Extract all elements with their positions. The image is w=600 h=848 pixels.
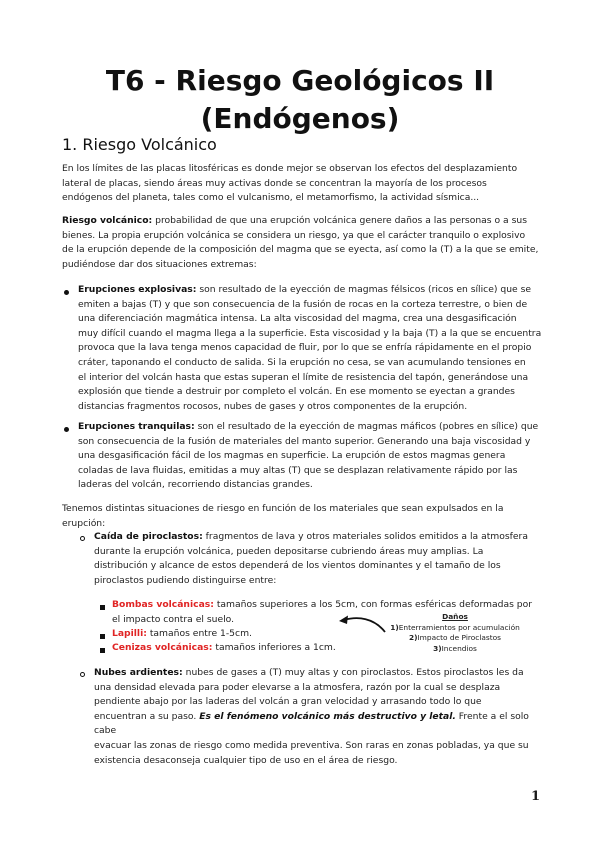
bombs-term: Bombas volcánicas: (112, 599, 214, 610)
text-line: existencia desaconseja cualquier tipo de uso en el área de riesgo. (94, 754, 398, 766)
text-line: pudiéndose dar dos situaciones extremas: (62, 258, 257, 270)
note-number: 1) (390, 622, 399, 632)
page-number: 1 (531, 789, 541, 804)
text-line: coladas de lava fluidas, emitidas a muy altas (T) que se desplazan relativamente rápido por las (78, 464, 518, 476)
text-run: nubes de gases a (T) muy altas y con piroclastos. Estos piroclastos les da (182, 667, 524, 678)
text-line: distribución y alcance de estos dependerá de los vientos dominantes y el tamaño de los (94, 560, 501, 572)
section-heading: 1. Riesgo Volcánico (62, 135, 217, 154)
situations-paragraph (62, 502, 542, 531)
text-run: fragmentos de lava y otros materiales solidos emitidos a la atmosfera (202, 531, 528, 542)
text-line: En los límites de las placas litosféricas es donde mejor se observan los efectos del desplazamiento (62, 163, 518, 174)
text-line: endógenos del planeta, tales como el vulcanismo, el metamorfismo, la actividad sísmica... (62, 192, 480, 204)
text-run: probabilidad de que una erupción volcánica genere daños a las personas o a sus (152, 215, 527, 226)
text-line: erupción: (62, 517, 106, 529)
note-item: Incendios (441, 643, 477, 653)
list-item-explosive (78, 283, 548, 414)
text-line: el impacto contra el suelo. (112, 613, 235, 625)
bullet-icon (64, 427, 69, 432)
text-run: tamaños inferiores a 1cm. (212, 642, 336, 653)
note-number: 2) (408, 633, 418, 643)
ash-term: Cenizas volcánicas: (112, 642, 213, 653)
text-line: muy difícil cuando el magma llega a la superficie. Esta viscosidad y la baja (T) a la que se encuentra (78, 327, 542, 339)
note-item: Enterramientos por acumulación (398, 622, 520, 632)
page-title (0, 62, 600, 138)
text-run: Frente a el solo cabe (94, 710, 529, 737)
text-line: Tenemos distintas situaciones de riesgo en función de los materiales que sean expulsados en la (62, 503, 504, 514)
title-line-2: (Endógenos) (200, 102, 400, 135)
text-line: bienes. La propia erupción volcánica se considera un riesgo, ya que el carácter tranquilo o explosivo (62, 229, 526, 241)
text-line: cráter, taponando el conducto de salida. Si la erupción no cesa, se van acumulando tensiones en (78, 356, 526, 368)
list-item-tranquil (78, 420, 548, 493)
square-bullet-icon (100, 648, 105, 653)
damages-note (380, 612, 530, 654)
text-line: pendiente abajo por las laderas del volcán a gran velocidad y arrasando todo lo que (94, 696, 482, 708)
intro-paragraph (62, 162, 542, 206)
text-line: durante la erupción volcánica, pueden depositarse cubriendo áreas muy amplias. La (94, 545, 484, 557)
text-line: de la erupción depende de la composición del magma que se eyecta, así como la (T) a la que se emite, (62, 244, 539, 256)
note-heading: Daños (442, 612, 468, 621)
text-run: son resultado de la eyección de magmas félsicos (ricos en sílice) que se (196, 284, 532, 295)
list-item-ash (112, 641, 412, 656)
emphasis-text: Es el fenómeno volcánico más destructivo y letal. (199, 710, 456, 722)
text-run: tamaños entre 1-5cm. (146, 628, 252, 639)
text-line: son consecuencia de la fusión de materiales del manto superior. Generando una baja viscosidad y (78, 435, 531, 447)
text-line: distancias fragmentos rocosos, nubes de gases y otros componentes de la erupción. (78, 400, 468, 412)
text-line: piroclastos pudiendo distinguirse entre: (94, 574, 277, 586)
list-item-clouds (94, 666, 549, 768)
text-line: laderas del volcán, recorriendo distancias grandes. (78, 479, 313, 491)
text-line: lateral de placas, siendo áreas muy activas donde se concentran la mayoría de los procesos (62, 177, 487, 189)
circle-bullet-icon (80, 536, 85, 541)
explosive-term: Erupciones explosivas: (78, 284, 197, 295)
lapilli-term: Lapilli: (112, 628, 147, 639)
text-run: tamaños superiores a los 5cm, con formas esféricas deformadas por (213, 599, 533, 610)
pyroclasts-term: Caída de piroclastos: (94, 531, 203, 542)
tranquil-term: Erupciones tranquilas: (78, 421, 195, 432)
text-run: son el resultado de la eyección de magmas máficos (pobres en sílice) que (194, 421, 539, 432)
text-line: evacuar las zonas de riesgo como medida preventiva. Son raras en zonas pobladas, ya que su (94, 739, 529, 751)
square-bullet-icon (100, 605, 105, 610)
bullet-icon (64, 290, 69, 295)
text-run: encuentran a su paso. (94, 710, 200, 722)
note-number: 3) (433, 643, 442, 653)
text-line: una desgasificación fácil de los magmas en superficie. La erupción de estos magmas genera (78, 450, 506, 462)
text-line: emiten a bajas (T) y que son consecuencia de la fusión de rocas en la corteza terrestre, o bien de (78, 298, 528, 310)
square-bullet-icon (100, 634, 105, 639)
text-line: una diferenciación magmática intensa. La alta viscosidad del magma, crea una desgasificación (78, 313, 517, 325)
note-item: Impacto de Piroclastos (417, 633, 502, 643)
list-item-pyroclasts (94, 530, 549, 588)
title-line-1: T6 - Riesgo Geológicos II (105, 64, 495, 97)
definition-term: Riesgo volcánico: (62, 215, 153, 226)
text-line: explosión que tiende a destruir por completo el volcán. En ese momento se eyectan a grandes (78, 386, 515, 398)
definition-paragraph (62, 214, 547, 272)
circle-bullet-icon (80, 672, 85, 677)
text-line: el interior del volcán hasta que estas superan el límite de resistencia del tapón, generándose una (78, 371, 529, 383)
text-line: una densidad elevada para poder elevarse a la atmosfera, razón por la cual se desplaza (94, 681, 501, 693)
clouds-term: Nubes ardientes: (94, 667, 183, 678)
text-line: provoca que la lava tenga menos capacidad de fluir, por lo que se enfría rápidamente en el propio (78, 342, 532, 354)
